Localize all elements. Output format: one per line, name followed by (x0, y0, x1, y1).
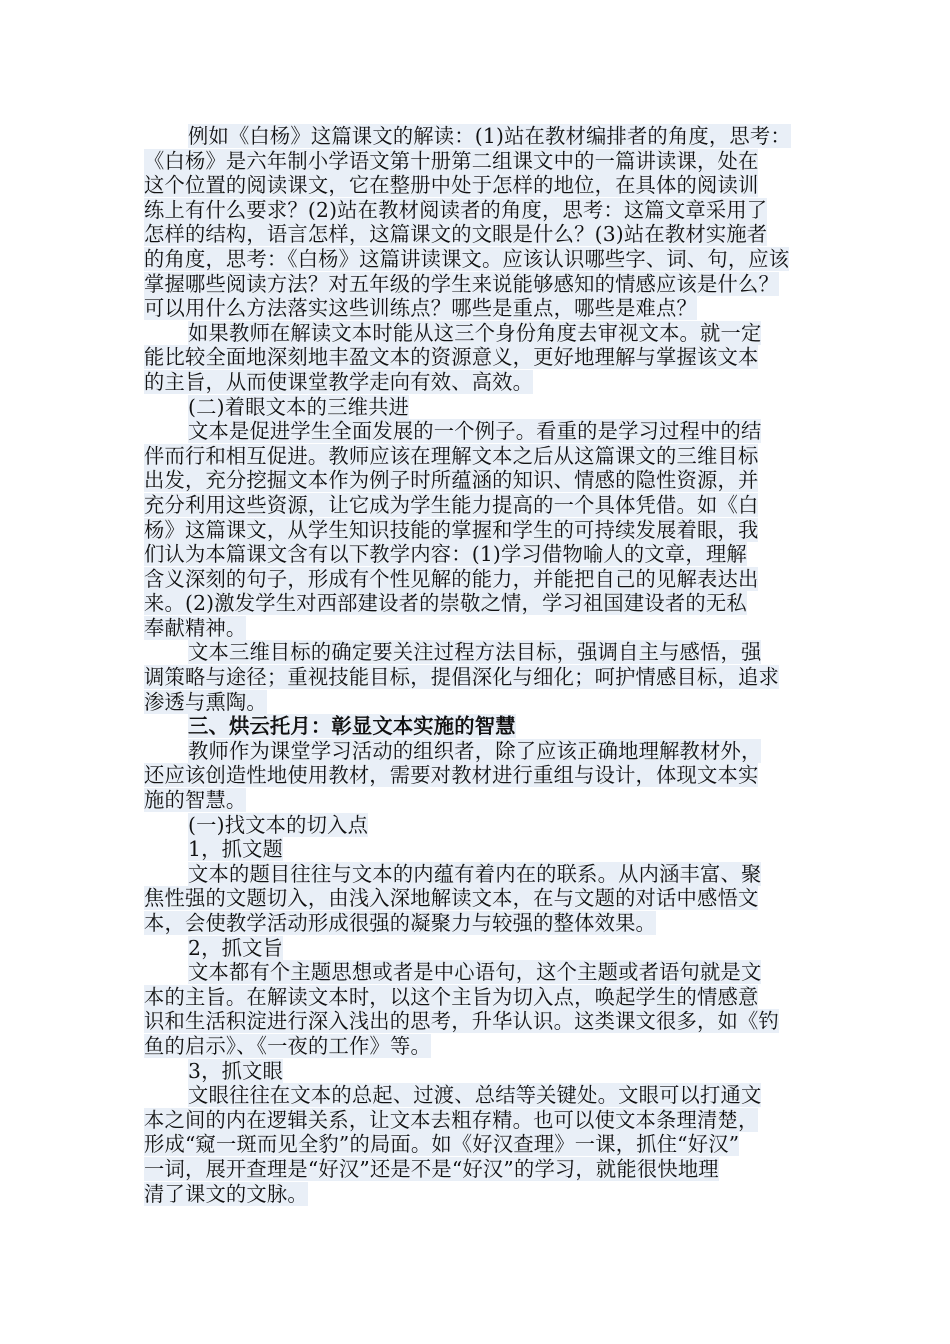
text-line-content: 施的智慧。 (144, 788, 247, 813)
text-line-content: 能比较全面地深刻地丰盈文本的资源意义，更好地理解与掌握该文本 (144, 345, 759, 370)
text-line (144, 837, 814, 862)
text-line (144, 173, 814, 198)
text-line (144, 936, 814, 961)
text-line (144, 395, 814, 420)
text-line (144, 862, 814, 887)
text-line-content: 这个位置的阅读课文，它在整册中处于怎样的地位，在具体的阅读训 (144, 173, 759, 198)
document-body (144, 124, 814, 1206)
text-line (144, 640, 814, 665)
text-line (144, 1157, 814, 1182)
text-line (144, 370, 814, 395)
text-line-content: 含义深刻的句子，形成有个性见解的能力，并能把自己的见解表达出 (144, 566, 759, 591)
text-line-content: 三、烘云托月：彰显文本实施的智慧 (188, 714, 516, 739)
text-line-content: 焦性强的文题切入，由浅入深地解读文本，在与文题的对话中感悟文 (144, 886, 759, 911)
text-line-content: 2，抓文旨 (188, 935, 284, 960)
text-line-content: 《白杨》是六年制小学语文第十册第二组课文中的一篇讲读课，处在 (144, 148, 759, 173)
text-line-content: 奉献精神。 (144, 615, 247, 640)
text-line-content: 调策略与途径；重视技能目标，提倡深化与细化；呵护情感目标，追求 (144, 665, 779, 690)
text-line-content: 文本的题目往往与文本的内蕴有着内在的联系。从内涵丰富、聚 (188, 861, 762, 886)
text-line-content: 文本三维目标的确定要关注过程方法目标，强调自主与感悟，强 (188, 640, 762, 665)
text-line-content: 教师作为课堂学习活动的组织者，除了应该正确地理解教材外， (188, 738, 762, 763)
text-line-content: 还应该创造性地使用教材，需要对教材进行重组与设计，体现文本实 (144, 763, 759, 788)
text-line (144, 567, 814, 592)
text-line (144, 960, 814, 985)
text-line (144, 518, 814, 543)
text-line-content: 掌握哪些阅读方法？对五年级的学生来说能够感知的情感应该是什么？ (144, 271, 779, 296)
text-line (144, 911, 814, 936)
text-line (144, 124, 814, 149)
text-line-content: 来。(2)激发学生对西部建设者的崇敬之情，学习祖国建设者的无私 (144, 591, 747, 616)
text-line (144, 419, 814, 444)
text-line-content: 出发，充分挖掘文本作为例子时所蕴涵的知识、情感的隐性资源，并 (144, 468, 759, 493)
text-line-content: (二)着眼文本的三维共进 (188, 394, 410, 419)
text-line (144, 788, 814, 813)
text-line-content: 清了课文的文脉。 (144, 1181, 308, 1206)
text-line (144, 739, 814, 764)
text-line-content: 本的主旨。在解读文本时，以这个主旨为切入点，唤起学生的情感意 (144, 984, 759, 1009)
text-line (144, 296, 814, 321)
text-line-content: 伴而行和相互促进。教师应该在理解文本之后从这篇课文的三维目标 (144, 443, 759, 468)
text-line-content: 文眼往往在文本的总起、过渡、总结等关键处。文眼可以打通文 (188, 1083, 762, 1108)
text-line (144, 468, 814, 493)
text-line (144, 272, 814, 297)
text-line-content: 鱼的启示》、《一夜的工作》等。 (144, 1033, 431, 1058)
text-line-content: 们认为本篇课文含有以下教学内容：(1)学习借物喻人的文章，理解 (144, 542, 747, 567)
text-line-content: 1，抓文题 (188, 837, 284, 862)
text-line-content: 本，会使教学活动形成很强的凝聚力与较强的整体效果。 (144, 911, 657, 935)
text-line (144, 345, 814, 370)
text-line (144, 690, 814, 715)
text-line (144, 763, 814, 788)
text-line (144, 444, 814, 469)
text-line (144, 321, 814, 346)
text-line (144, 198, 814, 223)
text-line-content: 充分利用这些资源，让它成为学生能力提高的一个具体凭借。如《白 (144, 492, 759, 517)
text-line (144, 1059, 814, 1084)
text-line-content: 的角度，思考：《白杨》这篇讲读课文。应该认识哪些字、词、句，应该 (144, 246, 790, 271)
text-line-content: 识和生活积淀进行深入浅出的思考，升华认识。这类课文很多，如《钓 (144, 1009, 779, 1034)
text-line-content: 练上有什么要求？(2)站在教材阅读者的角度，思考：这篇文章采用了 (144, 197, 768, 222)
text-line (144, 665, 814, 690)
text-line (144, 542, 814, 567)
text-line-content: 渗透与熏陶。 (144, 689, 267, 714)
text-line (144, 1132, 814, 1157)
text-line-content: 文本是促进学生全面发展的一个例子。看重的是学习过程中的结 (188, 419, 762, 444)
text-line (144, 149, 814, 174)
text-line (144, 1108, 814, 1133)
text-line (144, 1083, 814, 1108)
text-line-content: 一词，展开查理是“好汉”还是不是“好汉”的学习，就能很快地理 (144, 1156, 719, 1181)
text-line-content: (一)找文本的切入点 (188, 812, 369, 837)
text-line-content: 怎样的结构，语言怎样，这篇课文的文眼是什么？(3)站在教材实施者 (144, 222, 768, 247)
text-line-content: 例如《白杨》这篇课文的解读：(1)站在教材编排者的角度，思考： (188, 124, 791, 148)
text-line (144, 1009, 814, 1034)
text-line-content: 文本都有个主题思想或者是中心语句，这个主题或者语句就是文 (188, 960, 762, 985)
text-line (144, 985, 814, 1010)
text-line (144, 813, 814, 838)
text-line (144, 616, 814, 641)
text-line-content: 本之间的内在逻辑关系，让文本去粗存精。也可以使文本条理清楚， (144, 1107, 759, 1132)
text-line-content: 可以用什么方法落实这些训练点？哪些是重点，哪些是难点？ (144, 296, 697, 321)
text-line (144, 714, 814, 739)
text-line (144, 886, 814, 911)
text-line-content: 3，抓文眼 (188, 1058, 284, 1083)
text-line (144, 1182, 814, 1207)
text-line (144, 1034, 814, 1059)
text-line (144, 493, 814, 518)
text-line-content: 的主旨，从而使课堂教学走向有效、高效。 (144, 369, 534, 394)
text-line (144, 591, 814, 616)
text-line-content: 形成“窥一斑而见全豹”的局面。如《好汉查理》一课，抓住“好汉” (144, 1132, 740, 1157)
text-line (144, 247, 814, 272)
text-line (144, 222, 814, 247)
text-line-content: 杨》这篇课文，从学生知识技能的掌握和学生的可持续发展着眼，我 (144, 517, 759, 542)
text-line-content: 如果教师在解读文本时能从这三个身份角度去审视文本。就一定 (188, 320, 762, 345)
